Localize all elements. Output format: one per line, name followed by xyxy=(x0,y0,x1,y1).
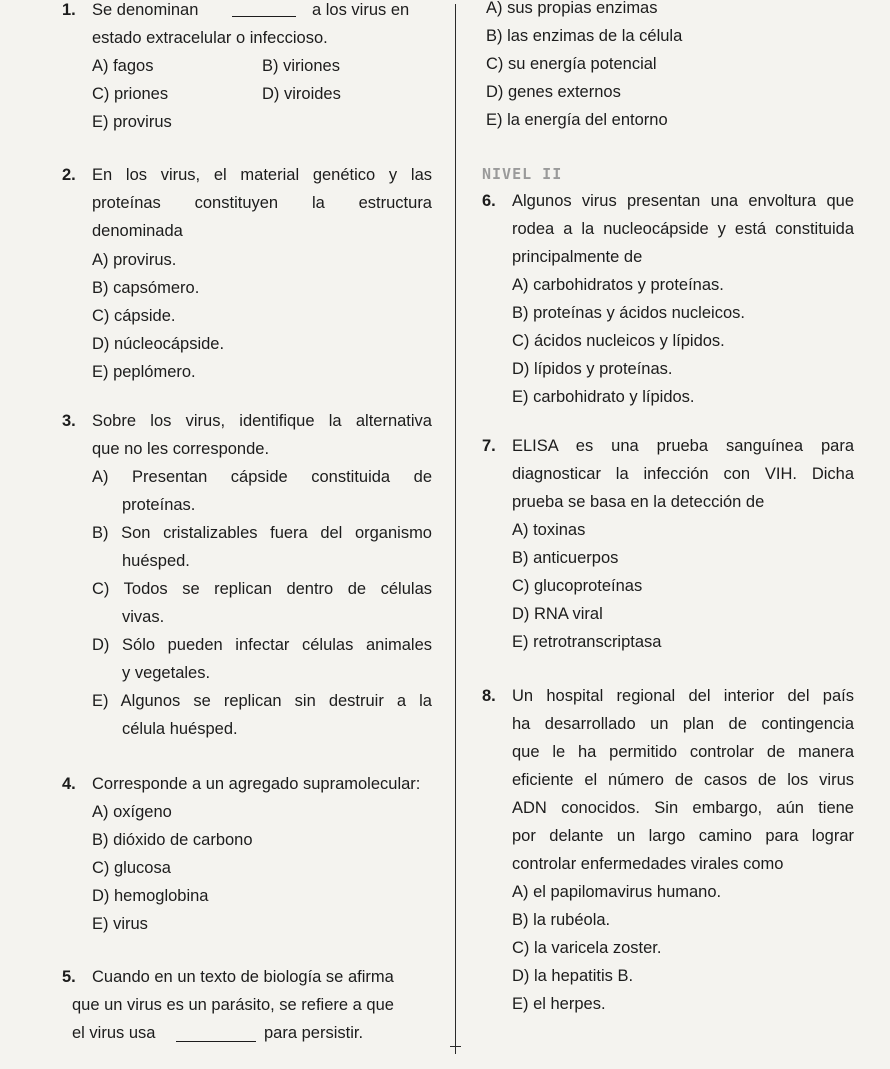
option-d: D) Sólo pueden infectar células animales xyxy=(92,636,432,654)
option-b: B) la rubéola. xyxy=(512,911,611,929)
option-b: B) dióxido de carbono xyxy=(92,831,253,849)
option-a: A) Presentan cápside constituida de xyxy=(92,468,432,486)
option-e: E) retrotranscriptasa xyxy=(512,633,662,651)
option-a: A) carbohidratos y proteínas. xyxy=(512,276,724,294)
question-stem: denominada xyxy=(92,222,183,240)
option-e: E) el herpes. xyxy=(512,995,606,1013)
option-a: A) fagos xyxy=(92,57,154,75)
question-stem: proteínas constituyen la estructura xyxy=(92,194,432,212)
question-stem: Un hospital regional del interior del país xyxy=(512,687,854,705)
option-a: A) oxígeno xyxy=(92,803,172,821)
option-b: B) viriones xyxy=(262,57,340,75)
question-stem: principalmente de xyxy=(512,248,643,266)
option-e: E) la energía del entorno xyxy=(486,111,668,129)
question-stem: Se denominan xyxy=(92,1,199,19)
question-stem: Corresponde a un agregado supramolecular: xyxy=(92,775,421,793)
option-e-cont: célula huésped. xyxy=(122,720,238,738)
option-e: E) peplómero. xyxy=(92,363,196,381)
question-stem: por delante un largo camino para lograr xyxy=(512,827,854,845)
option-b: B) proteínas y ácidos nucleicos. xyxy=(512,304,745,322)
option-d: D) la hepatitis B. xyxy=(512,967,634,985)
option-a: A) toxinas xyxy=(512,521,586,539)
question-stem: diagnosticar la infección con VIH. Dicha xyxy=(512,465,854,483)
answer-blank xyxy=(176,1027,256,1042)
question-stem: a los virus en xyxy=(312,1,410,19)
option-c: C) la varicela zoster. xyxy=(512,939,662,957)
option-a: A) el papilomavirus humano. xyxy=(512,883,722,901)
question-stem: ADN conocidos. Sin embargo, aún tiene xyxy=(512,799,854,817)
option-d: D) núcleocápside. xyxy=(92,335,225,353)
answer-blank xyxy=(232,2,296,17)
question-stem: controlar enfermedades virales como xyxy=(512,855,784,873)
option-c: C) priones xyxy=(92,85,169,103)
option-a: A) provirus. xyxy=(92,251,177,269)
column-divider-end xyxy=(450,1046,461,1047)
question-stem: que no les corresponde. xyxy=(92,440,270,458)
question-number: 7. xyxy=(482,437,496,455)
question-stem: Sobre los virus, identifique la alternativa xyxy=(92,412,432,430)
option-b-cont: huésped. xyxy=(122,552,190,570)
option-e: E) Algunos se replican sin destruir a la xyxy=(92,692,432,710)
option-c: C) glucoproteínas xyxy=(512,577,643,595)
question-number: 4. xyxy=(62,775,76,793)
question-number: 2. xyxy=(62,166,76,184)
option-b: B) anticuerpos xyxy=(512,549,619,567)
question-stem: que un virus es un parásito, se refiere a que xyxy=(72,996,394,1014)
option-d: D) RNA viral xyxy=(512,605,603,623)
question-stem: prueba se basa en la detección de xyxy=(512,493,765,511)
question-stem: Cuando en un texto de biología se afirma xyxy=(92,968,394,986)
question-stem: que le ha permitido controlar de manera xyxy=(512,743,854,761)
question-stem: el virus usa xyxy=(72,1024,156,1042)
question-stem: rodea a la nucleocápside y está constituida xyxy=(512,220,854,238)
level-heading: NIVEL II xyxy=(482,165,563,183)
option-e: E) provirus xyxy=(92,113,172,131)
option-d: D) viroides xyxy=(262,85,341,103)
question-stem: ELISA es una prueba sanguínea para xyxy=(512,437,854,455)
option-d: D) lípidos y proteínas. xyxy=(512,360,673,378)
option-c-cont: vivas. xyxy=(122,608,165,626)
option-c: C) glucosa xyxy=(92,859,171,877)
question-stem: para persistir. xyxy=(264,1024,364,1042)
question-stem: ha desarrollado un plan de contingencia xyxy=(512,715,854,733)
option-b: B) las enzimas de la célula xyxy=(486,27,683,45)
column-divider xyxy=(455,4,456,1054)
option-c: C) cápside. xyxy=(92,307,176,325)
question-stem: eficiente el número de casos de los virus xyxy=(512,771,854,789)
option-c: C) Todos se replican dentro de células xyxy=(92,580,432,598)
option-a: A) sus propias enzimas xyxy=(486,0,658,17)
question-number: 5. xyxy=(62,968,76,986)
question-stem: Algunos virus presentan una envoltura que xyxy=(512,192,854,210)
option-c: C) ácidos nucleicos y lípidos. xyxy=(512,332,725,350)
option-d: D) genes externos xyxy=(486,83,621,101)
option-b: B) Son cristalizables fuera del organismo xyxy=(92,524,432,542)
option-c: C) su energía potencial xyxy=(486,55,657,73)
option-b: B) capsómero. xyxy=(92,279,200,297)
option-e: E) carbohidrato y lípidos. xyxy=(512,388,695,406)
option-a-cont: proteínas. xyxy=(122,496,196,514)
question-stem: estado extracelular o infeccioso. xyxy=(92,29,328,47)
question-number: 1. xyxy=(62,1,76,19)
question-number: 3. xyxy=(62,412,76,430)
question-number: 6. xyxy=(482,192,496,210)
option-d-cont: y vegetales. xyxy=(122,664,211,682)
question-number: 8. xyxy=(482,687,496,705)
question-stem: En los virus, el material genético y las xyxy=(92,166,432,184)
option-d: D) hemoglobina xyxy=(92,887,209,905)
option-e: E) virus xyxy=(92,915,148,933)
